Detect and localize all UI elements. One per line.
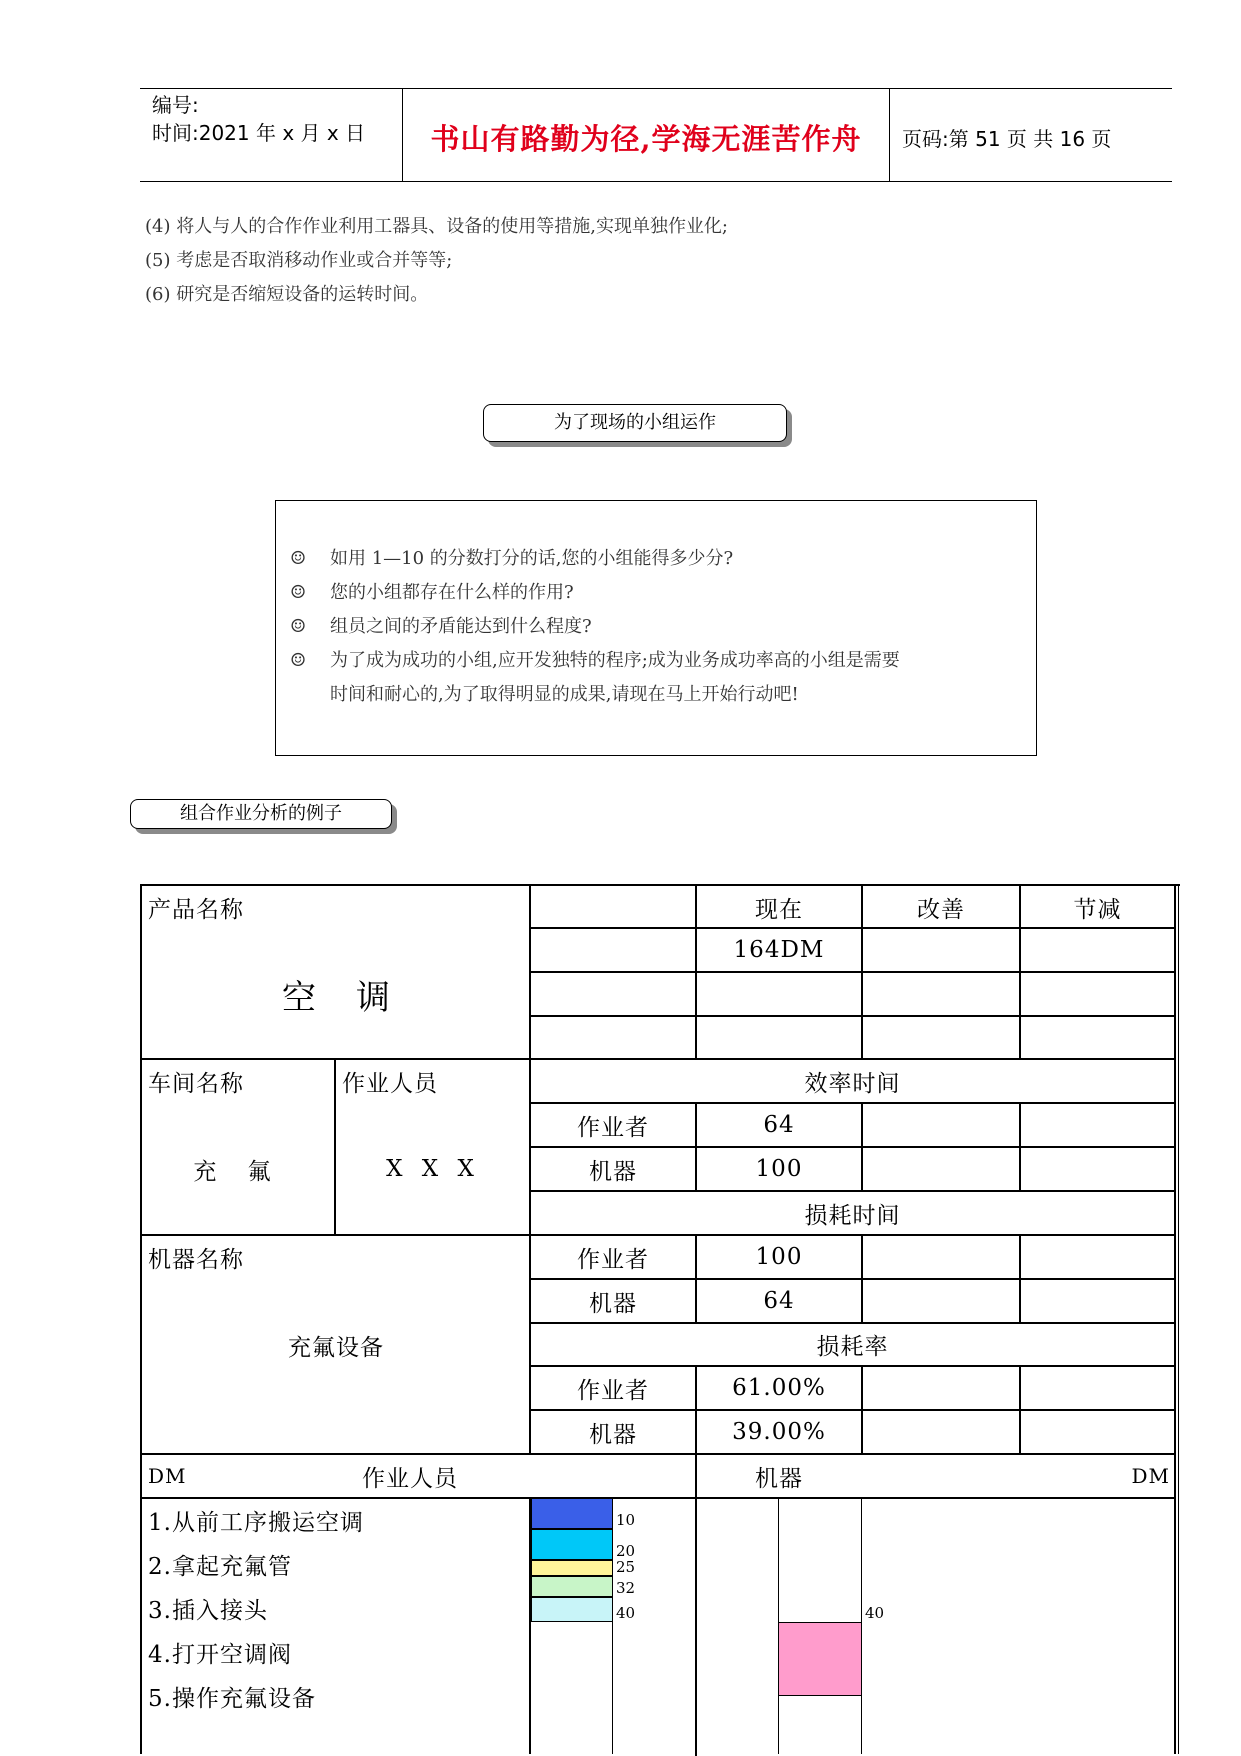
header-divider: [889, 89, 890, 181]
list-item: (5) 考虑是否取消移动作业或合并等等;: [145, 250, 453, 271]
table-border: [1178, 884, 1179, 1754]
column-reduce: 节减: [1073, 896, 1122, 923]
bar-segment: [531, 1498, 613, 1529]
efficiency-machine-value: 100: [755, 1156, 803, 1182]
rate-operator-value: 61.00%: [732, 1375, 826, 1401]
row-operator: 作业者: [577, 1114, 649, 1141]
machine-name-value: 充氟设备: [288, 1334, 384, 1361]
question-item: ☺ 组员之间的矛盾能达到什么程度?: [290, 616, 592, 637]
header-time-label: 时间:2021 年 x 月 x 日: [152, 121, 366, 145]
machine-name-label: 机器名称: [148, 1246, 244, 1273]
question-continuation: 时间和耐心的,为了取得明显的成果,请现在马上开始行动吧!: [330, 684, 799, 705]
dm-left-label: DM: [148, 1464, 187, 1488]
worker-label: 作业人员: [342, 1070, 438, 1097]
header-top-rule: [140, 88, 1172, 89]
callout-team-operation: 为了现场的小组运作: [483, 404, 787, 442]
smiley-icon: ☺: [290, 650, 307, 671]
efficiency-operator-value: 64: [763, 1112, 795, 1138]
bar-segment: [531, 1529, 613, 1560]
list-item: (6) 研究是否缩短设备的运转时间。: [145, 284, 429, 305]
row-operator: 作业者: [577, 1377, 649, 1404]
bar-segment: [778, 1622, 862, 1696]
smiley-icon: ☺: [290, 582, 307, 603]
loss-operator-value: 100: [755, 1244, 803, 1270]
header-page-label: 页码:第 51 页 共 16 页: [902, 127, 1112, 151]
bar-segment: [531, 1576, 613, 1598]
efficiency-time-header: 效率时间: [804, 1070, 901, 1097]
tick-label: 40: [616, 1604, 636, 1622]
analysis-table: [140, 884, 1180, 1754]
loss-machine-value: 64: [763, 1288, 795, 1314]
question-box: [275, 500, 1037, 756]
row-machine: 机器: [589, 1421, 637, 1448]
step-item: 1.从前工序搬运空调: [148, 1509, 364, 1536]
callout-example: 组合作业分析的例子: [130, 799, 392, 829]
bar-segment: [531, 1560, 613, 1576]
loss-time-header: 损耗时间: [804, 1202, 901, 1229]
tick-label: 40: [865, 1604, 885, 1622]
dm-right-label: DM: [1131, 1464, 1170, 1488]
product-name-value: 空调: [282, 977, 430, 1018]
worker-value: X X X: [386, 1156, 480, 1182]
column-now: 现在: [755, 896, 803, 923]
question-item: ☺ 为了成为成功的小组,应开发独特的程序;成为业务成功率高的小组是需要: [290, 650, 900, 671]
cycle-time-now: 164DM: [733, 937, 825, 963]
column-improve: 改善: [917, 896, 965, 923]
product-name-label: 产品名称: [148, 896, 244, 923]
step-item: 2.拿起充氟管: [148, 1553, 292, 1580]
step-item: 3.插入接头: [148, 1597, 268, 1624]
smiley-icon: ☺: [290, 548, 307, 569]
machine-column-header: 机器: [755, 1465, 803, 1492]
row-machine: 机器: [589, 1290, 637, 1317]
header-motto: 书山有路勤为径,学海无涯苦作舟: [430, 122, 862, 156]
list-item: (4) 将人与人的合作作业利用工器具、设备的使用等措施,实现单独作业化;: [145, 216, 729, 237]
workshop-value: 充 氟: [193, 1158, 283, 1185]
tick-label: 20: [616, 1542, 636, 1560]
step-item: 5.操作充氟设备: [148, 1685, 316, 1712]
tick-label: 32: [616, 1579, 636, 1598]
loss-rate-header: 损耗率: [816, 1334, 889, 1360]
worker-column-header: 作业人员: [362, 1465, 458, 1492]
header-bottom-rule: [140, 181, 1172, 182]
workshop-label: 车间名称: [148, 1070, 244, 1097]
tick-label: 25: [616, 1557, 636, 1576]
grid-line: [530, 971, 1176, 973]
rate-machine-value: 39.00%: [732, 1419, 826, 1445]
grid-line: [530, 1015, 1176, 1017]
question-item: ☺ 您的小组都存在什么样的作用?: [290, 582, 574, 603]
smiley-icon: ☺: [290, 616, 307, 637]
header-number-label: 编号:: [152, 93, 199, 117]
bar-segment: [531, 1597, 613, 1622]
row-machine: 机器: [589, 1158, 637, 1185]
question-item: ☺ 如用 1—10 的分数打分的话,您的小组能得多少分?: [290, 548, 734, 569]
tick-label: 10: [616, 1511, 636, 1529]
row-operator: 作业者: [577, 1246, 649, 1273]
step-item: 4.打开空调阀: [148, 1641, 292, 1668]
